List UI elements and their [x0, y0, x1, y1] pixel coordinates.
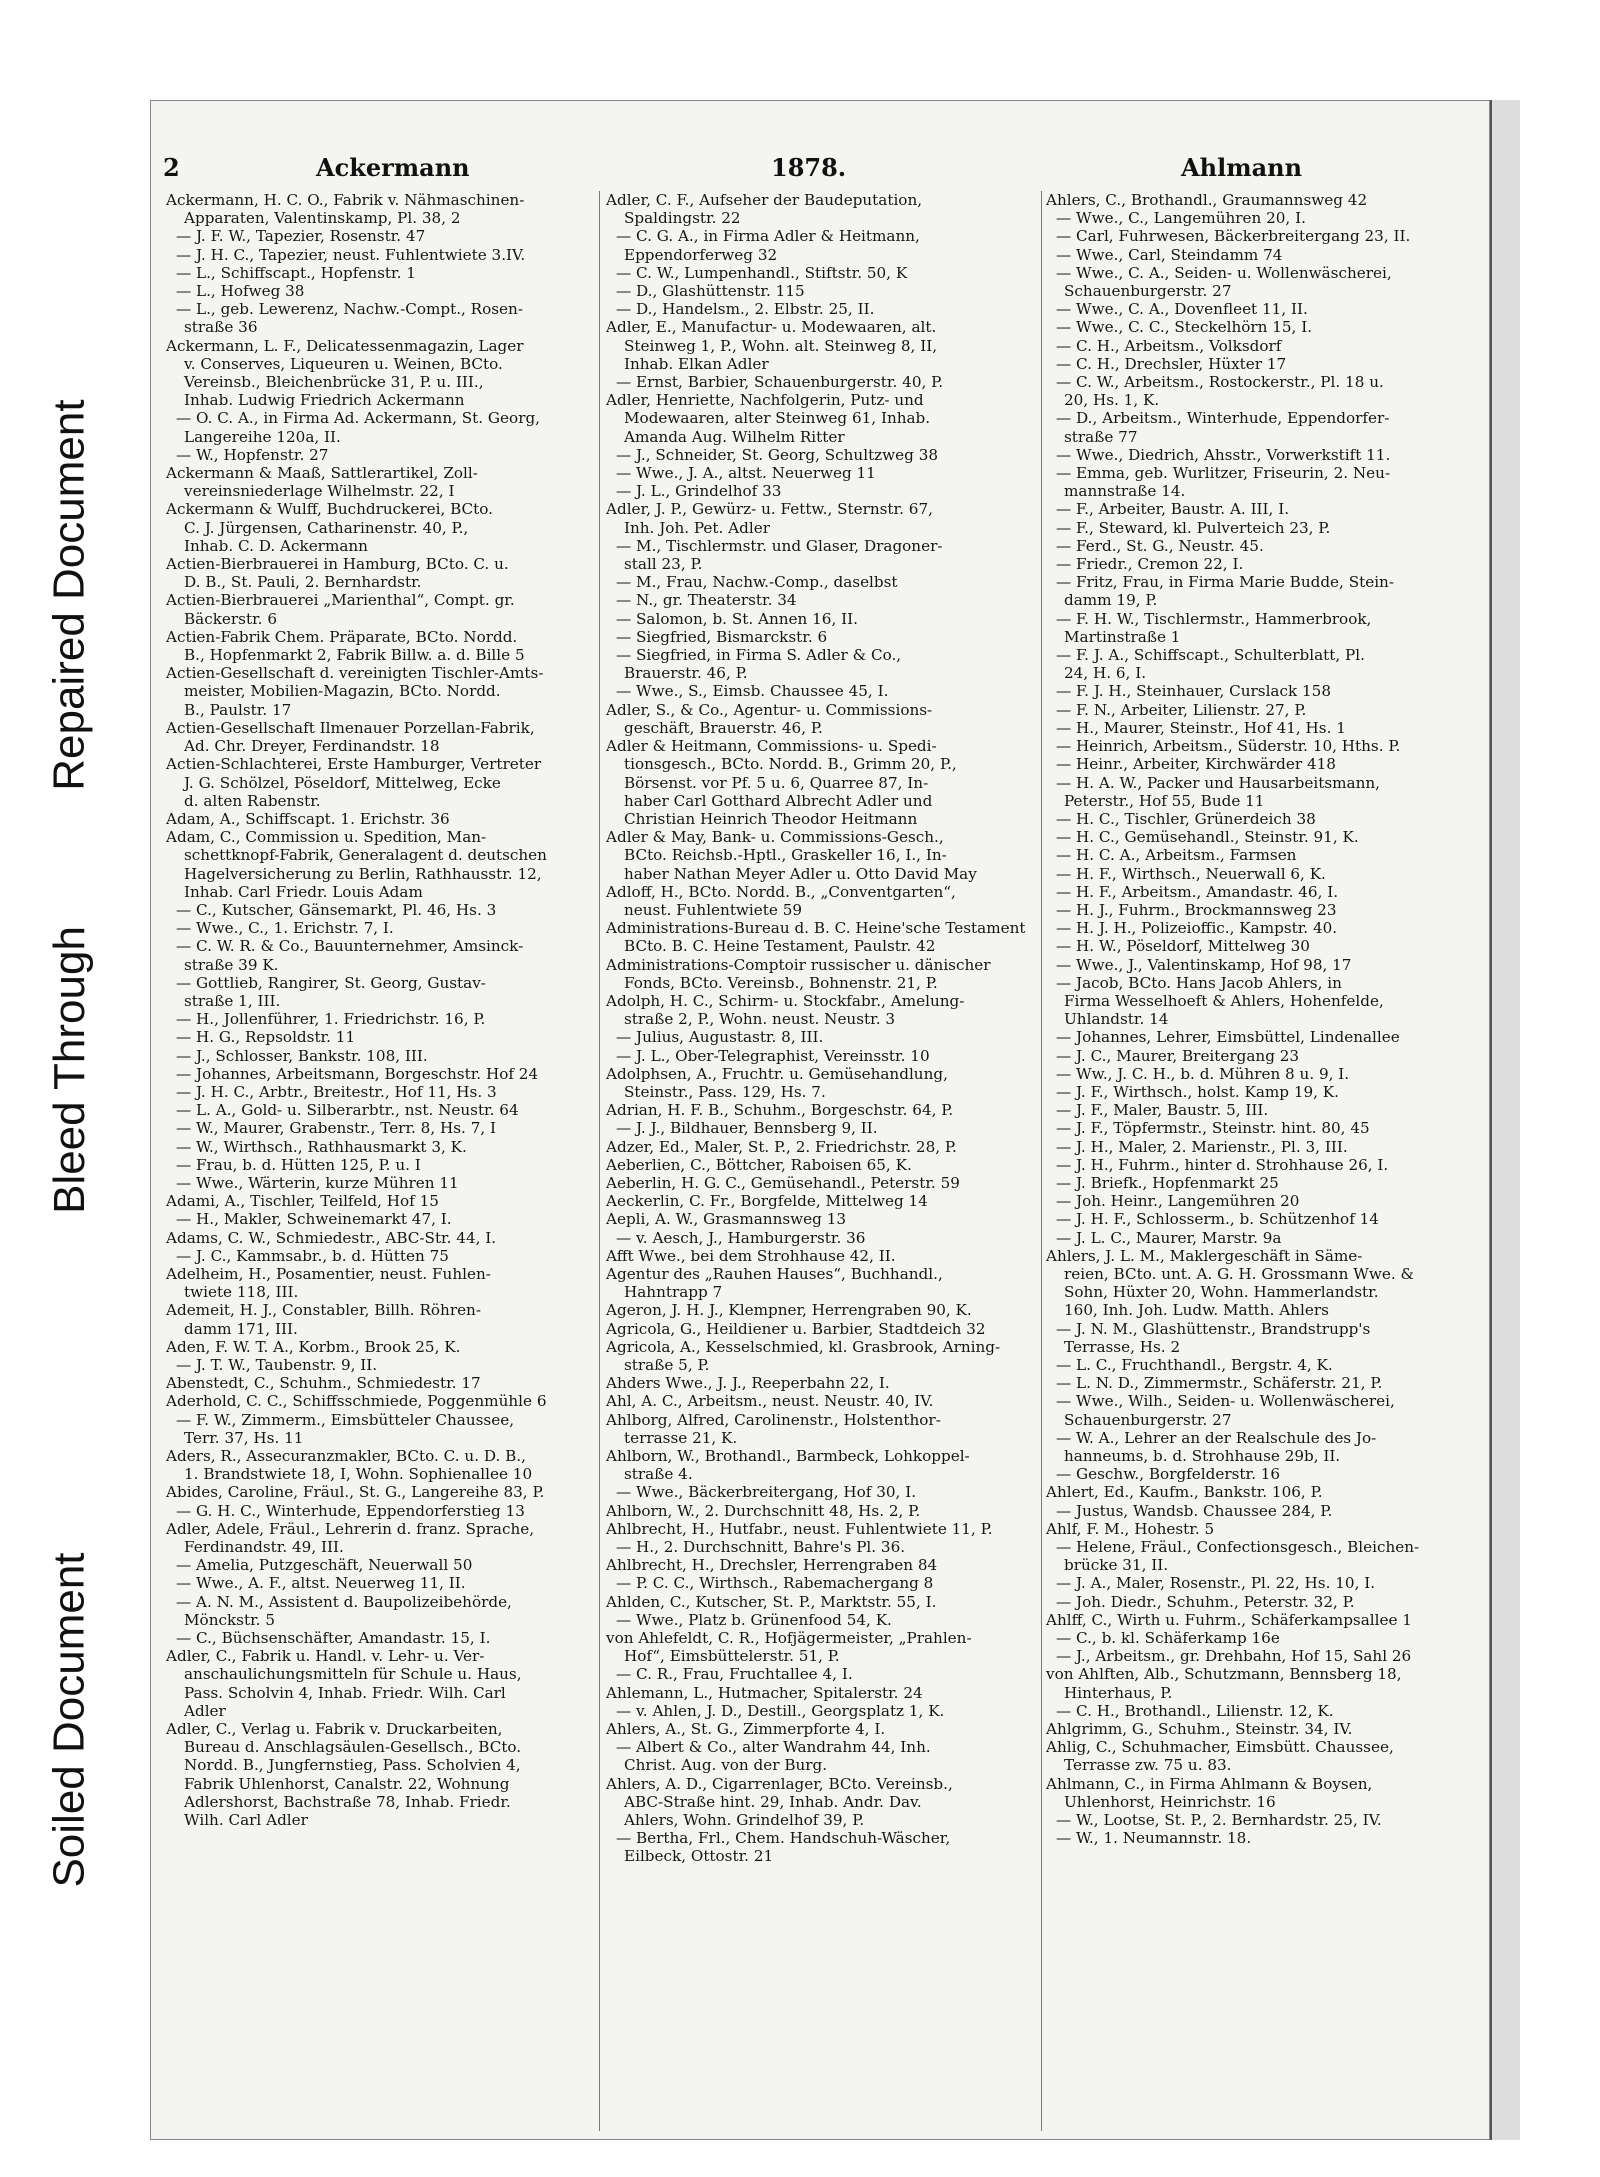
directory-entry-line: — P. C. C., Wirthsch., Rabemachergang 8 [616, 1574, 934, 1593]
directory-entry-line: Ahlff, C., Wirth u. Fuhrm., Schäferkampsallee 1 [1046, 1610, 1412, 1629]
directory-entry-line: haber Nathan Meyer Adler u. Otto David May [624, 864, 977, 883]
directory-entry-line: — Johannes, Arbeitsmann, Borgeschstr. Hof 24 [176, 1064, 539, 1083]
directory-entry-line: Mönckstr. 5 [184, 1610, 275, 1629]
directory-entry-line: damm 19, P. [1064, 591, 1158, 610]
directory-entry-line: — Frau, b. d. Hütten 125, P. u. I [176, 1155, 421, 1174]
directory-entry-line: Inhab. Elkan Adler [624, 354, 769, 373]
directory-entry-line: — J. F., Töpfermstr., Steinstr. hint. 80, 45 [1056, 1119, 1370, 1138]
directory-entry-line: vereinsniederlage Wilhelmstr. 22, I [184, 482, 455, 501]
directory-entry-line: — H. C., Gemüsehandl., Steinstr. 91, K. [1056, 828, 1359, 847]
directory-entry-line: Eppendorferweg 32 [624, 245, 778, 264]
directory-entry-line: — F. W., Zimmerm., Eimsbütteler Chaussee, [176, 1410, 515, 1429]
left-catchword: Ackermann [316, 153, 470, 182]
directory-entry-line: Adloff, H., BCto. Nordd. B., „Conventgarten“, [606, 882, 956, 901]
directory-entry-line: — v. Ahlen, J. D., Destill., Georgsplatz 1, K. [616, 1701, 945, 1720]
directory-entry-line: — C. W. R. & Co., Bauunternehmer, Amsinck- [176, 937, 524, 956]
directory-entry-line: Nordd. B., Jungfernstieg, Pass. Scholvien 4, [184, 1756, 521, 1775]
directory-entry-line: schettknopf-Fabrik, Generalagent d. deutschen [184, 846, 547, 865]
directory-entry-line: — C. W., Lumpenhandl., Stiftstr. 50, K [616, 263, 908, 282]
directory-entry-line: Fonds, BCto. Vereinsb., Bohnenstr. 21, P. [624, 973, 938, 992]
directory-entry-line: — W., Maurer, Grabenstr., Terr. 8, Hs. 7, I [176, 1119, 497, 1138]
directory-entry-line: Steinweg 1, P., Wohn. alt. Steinweg 8, II, [624, 336, 938, 355]
directory-page [150, 100, 1490, 2140]
directory-entry-line: — J., Arbeitsm., gr. Drehbahn, Hof 15, Sahl 26 [1056, 1647, 1412, 1666]
repaired-document-label [0, 380, 140, 810]
directory-entry-line: straße 36 [184, 318, 258, 337]
bleed-through-label [0, 800, 140, 1340]
directory-entry-line: straße 4. [624, 1465, 693, 1484]
directory-entry-line: — Siegfried, Bismarckstr. 6 [616, 627, 828, 646]
directory-entry-line: von Ahlefeldt, C. R., Hofjägermeister, „Prahlen- [606, 1629, 972, 1648]
directory-entry-line: — A. N. M., Assistent d. Baupolizeibehörde, [176, 1592, 512, 1611]
directory-entry-line: — H., Maurer, Steinstr., Hof 41, Hs. 1 [1056, 718, 1346, 737]
directory-entry-line: Adlershorst, Bachstraße 78, Inhab. Friedr. [184, 1792, 511, 1811]
directory-entry-line: — D., Handelsm., 2. Elbstr. 25, II. [616, 300, 875, 319]
directory-entry-line: — Wwe., J. A., altst. Neuerweg 11 [616, 464, 876, 483]
directory-entry-line: — H. C. A., Arbeitsm., Farmsen [1056, 846, 1297, 865]
directory-entry-line: — J. H. F., Schlosserm., b. Schützenhof 14 [1056, 1210, 1379, 1229]
directory-entry-line: Schauenburgerstr. 27 [1064, 1410, 1232, 1429]
directory-entry-line: Ahlborg, Alfred, Carolinenstr., Holstenthor- [606, 1410, 941, 1429]
directory-entry-line: Modewaaren, alter Steinweg 61, Inhab. [624, 409, 931, 428]
directory-entry-line: — C. R., Frau, Fruchtallee 4, I. [616, 1665, 853, 1684]
directory-entry-line: Agentur des „Rauhen Hauses“, Buchhandl., [606, 1264, 943, 1283]
directory-entry-line: geschäft, Brauerstr. 46, P. [624, 718, 823, 737]
directory-entry-line: Adler, J. P., Gewürz- u. Fettw., Sternstr. 67, [606, 500, 933, 519]
directory-entry-line: straße 2, P., Wohn. neust. Neustr. 3 [624, 1010, 896, 1029]
directory-entry-line: — O. C. A., in Firma Ad. Ackermann, St. Georg, [176, 409, 541, 428]
directory-entry-line: — C. H., Brothandl., Lilienstr. 12, K. [1056, 1701, 1334, 1720]
directory-entry-line: — J. H., Maler, 2. Marienstr., Pl. 3, III. [1056, 1137, 1348, 1156]
directory-entry-line: — F., Arbeiter, Baustr. A. III, I. [1056, 500, 1290, 519]
directory-entry-line: von Ahlften, Alb., Schutzmann, Bennsberg 18, [1046, 1665, 1402, 1684]
directory-entry-line: Terrasse, Hs. 2 [1064, 1337, 1181, 1356]
directory-entry-line: Christ. Aug. von der Burg. [624, 1756, 828, 1775]
directory-entry-line: — Fritz, Frau, in Firma Marie Budde, Stein- [1056, 573, 1394, 592]
directory-entry-line: — L., Schiffscapt., Hopfenstr. 1 [176, 263, 416, 282]
entries-column-3 [1046, 191, 1478, 2131]
directory-entry-line: — Salomon, b. St. Annen 16, II. [616, 609, 858, 628]
directory-entry-line: — H. C., Tischler, Grünerdeich 38 [1056, 809, 1316, 828]
directory-entry-line: — H. W., Pöseldorf, Mittelweg 30 [1056, 937, 1310, 956]
directory-entry-line: d. alten Rabenstr. [184, 791, 321, 810]
directory-entry-line: Ahlig, C., Schuhmacher, Eimsbütt. Chaussee, [1046, 1738, 1394, 1757]
directory-entry-line: Ahlborn, W., Brothandl., Barmbeck, Lohkoppel- [606, 1447, 970, 1466]
directory-entry-line: Administrations-Comptoir russischer u. dänischer [606, 955, 991, 974]
directory-entry-line: — W., Lootse, St. P., 2. Bernhardstr. 25, IV. [1056, 1811, 1382, 1830]
directory-entry-line: Adler, Henriette, Nachfolgerin, Putz- und [606, 391, 924, 410]
directory-entry-line: Adler, C., Fabrik u. Handl. v. Lehr- u. Ver- [166, 1647, 485, 1666]
directory-entry-line: Aeberlien, C., Böttcher, Raboisen 65, K. [606, 1155, 912, 1174]
directory-entry-line: — H., 2. Durchschnitt, Bahre's Pl. 36. [616, 1538, 906, 1557]
directory-entry-line: — G. H. C., Winterhude, Eppendorferstieg 13 [176, 1501, 525, 1520]
page-edge [1490, 100, 1520, 2140]
directory-entry-line: Spaldingstr. 22 [624, 209, 741, 228]
soiled-document-text: Soiled Document [45, 1552, 95, 1888]
directory-entry-line: Actien-Bierbrauerei in Hamburg, BCto. C. u. [166, 555, 509, 574]
directory-entry-line: damm 171, III. [184, 1319, 298, 1338]
directory-entry-line: Ahl, A. C., Arbeitsm., neust. Neustr. 40, IV. [606, 1392, 934, 1411]
directory-entry-line: Actien-Schlachterei, Erste Hamburger, Vertreter [166, 755, 542, 774]
directory-entry-line: — L., Hofweg 38 [176, 282, 305, 301]
directory-entry-line: — J., Schneider, St. Georg, Schultzweg 38 [616, 445, 939, 464]
directory-entry-line: — F. N., Arbeiter, Lilienstr. 27, P. [1056, 700, 1307, 719]
directory-entry-line: — Gottlieb, Rangirer, St. Georg, Gustav- [176, 973, 486, 992]
directory-entry-line: Ahlborn, W., 2. Durchschnitt 48, Hs. 2, P. [606, 1501, 921, 1520]
directory-entry-line: Adler, C. F., Aufseher der Baudeputation, [606, 191, 923, 209]
directory-entry-line: — J. F., Maler, Baustr. 5, III. [1056, 1101, 1269, 1120]
directory-entry-line: — J. L., Ober-Telegraphist, Vereinsstr. 10 [616, 1046, 930, 1065]
directory-entry-line: neust. Fuhlentwiete 59 [624, 900, 803, 919]
directory-entry-line: Inhab. C. D. Ackermann [184, 536, 368, 555]
directory-entry-line: — W., Wirthsch., Rathhausmarkt 3, K. [176, 1137, 467, 1156]
directory-entry-line: Adami, A., Tischler, Teilfeld, Hof 15 [166, 1192, 439, 1211]
directory-entry-line: Hinterhaus, P. [1064, 1683, 1173, 1702]
directory-entry-line: D. B., St. Pauli, 2. Bernhardstr. [184, 573, 422, 592]
repaired-document-text: Repaired Document [44, 399, 94, 791]
directory-entry-line: Pass. Scholvin 4, Inhab. Friedr. Wilh. Carl [184, 1683, 506, 1702]
directory-entry-line: — J. L., Grindelhof 33 [616, 482, 782, 501]
bleed-through-text: Bleed Through [45, 926, 95, 1214]
directory-entry-line: Amanda Aug. Wilhelm Ritter [624, 427, 845, 446]
directory-entry-line: — v. Aesch, J., Hamburgerstr. 36 [616, 1228, 866, 1247]
directory-entry-line: — Heinr., Arbeiter, Kirchwärder 418 [1056, 755, 1336, 774]
directory-entry-line: Actien-Gesellschaft d. vereinigten Tischler-Amts- [166, 664, 544, 683]
directory-entry-line: Ahlemann, L., Hutmacher, Spitalerstr. 24 [606, 1683, 923, 1702]
directory-entry-line: — Johannes, Lehrer, Eimsbüttel, Lindenallee [1056, 1028, 1400, 1047]
directory-entry-line: — D., Glashüttenstr. 115 [616, 282, 805, 301]
directory-entry-line: Adler, C., Verlag u. Fabrik v. Druckarbeiten, [166, 1720, 503, 1739]
entries-columns [166, 191, 1481, 2131]
directory-entry-line: terrasse 21, K. [624, 1428, 738, 1447]
directory-entry-line: Langereihe 120a, II. [184, 427, 341, 446]
directory-entry-line: — W., Hopfenstr. 27 [176, 445, 329, 464]
directory-entry-line: — L. A., Gold- u. Silberarbtr., nst. Neustr. 64 [176, 1101, 519, 1120]
directory-entry-line: — Wwe., Platz b. Grünenfood 54, K. [616, 1610, 892, 1629]
directory-entry-line: — Wwe., Wärterin, kurze Mühren 11 [176, 1173, 459, 1192]
directory-entry-line: Agricola, G., Heildiener u. Barbier, Stadtdeich 32 [606, 1319, 986, 1338]
directory-entry-line: straße 39 K. [184, 955, 279, 974]
directory-entry-line: Sohn, Hüxter 20, Wohn. Hammerlandstr. [1064, 1283, 1379, 1302]
directory-entry-line: Actien-Fabrik Chem. Präparate, BCto. Nordd. [166, 627, 518, 646]
directory-entry-line: — J. T. W., Taubenstr. 9, II. [176, 1356, 378, 1374]
directory-entry-line: — Justus, Wandsb. Chaussee 284, P. [1056, 1501, 1333, 1520]
directory-entry-line: Ahlbrecht, H., Hutfabr., neust. Fuhlentwiete 11, P. [606, 1519, 993, 1538]
directory-entry-line: — W. A., Lehrer an der Realschule des Jo- [1056, 1428, 1377, 1447]
right-catchword: Ahlmann [1181, 153, 1303, 182]
directory-entry-line: Vereinsb., Bleichenbrücke 31, P. u. III., [184, 373, 484, 392]
directory-entry-line: — C. G. A., in Firma Adler & Heitmann, [616, 227, 920, 246]
directory-entry-line: Adler [184, 1701, 226, 1720]
directory-entry-line: — J. H., Fuhrm., hinter d. Strohhause 26, I. [1056, 1155, 1389, 1174]
directory-entry-line: — J. H. C., Arbtr., Breitestr., Hof 11, Hs. 3 [176, 1082, 497, 1101]
directory-entry-line: — L., geb. Lewerenz, Nachw.-Compt., Rosen- [176, 300, 523, 319]
entries-column-2 [606, 191, 1041, 2131]
directory-entry-line: — Ernst, Barbier, Schauenburgerstr. 40, P. [616, 373, 944, 392]
directory-entry-line: straße 1, III. [184, 991, 281, 1010]
directory-entry-line: — Wwe., S., Eimsb. Chaussee 45, I. [616, 682, 889, 701]
directory-entry-line: hanneums, b. d. Strohhause 29b, II. [1064, 1447, 1341, 1466]
directory-entry-line: Apparaten, Valentinskamp, Pl. 38, 2 [184, 209, 461, 228]
directory-entry-line: Ageron, J. H. J., Klempner, Herrengraben 90, K. [606, 1301, 972, 1320]
directory-entry-line: Schauenburgerstr. 27 [1064, 282, 1232, 301]
directory-entry-line: — C. W., Arbeitsm., Rostockerstr., Pl. 18 u. [1056, 373, 1384, 392]
directory-entry-line: — N., gr. Theaterstr. 34 [616, 591, 797, 610]
directory-entry-line: Adler, E., Manufactur- u. Modewaaren, alt. [606, 318, 937, 337]
directory-entry-line: Aeberlin, H. G. C., Gemüsehandl., Peterstr. 59 [606, 1173, 960, 1192]
directory-entry-line: — C. H., Drechsler, Hüxter 17 [1056, 354, 1287, 373]
directory-entry-line: — H. G., Repsoldstr. 11 [176, 1028, 356, 1047]
directory-entry-line: Inh. Joh. Pet. Adler [624, 518, 770, 537]
directory-entry-line: Ahlert, Ed., Kaufm., Bankstr. 106, P. [1046, 1483, 1323, 1502]
directory-entry-line: Martinstraße 1 [1064, 627, 1181, 646]
directory-entry-line: Afft Wwe., bei dem Strohhause 42, II. [606, 1246, 896, 1265]
directory-entry-line: — Helene, Fräul., Confectionsgesch., Bleichen- [1056, 1538, 1420, 1557]
directory-entry-line: Ahlers, Wohn. Grindelhof 39, P. [624, 1811, 865, 1830]
directory-entry-line: B., Paulstr. 17 [184, 700, 292, 719]
directory-entry-line: — Wwe., C., 1. Erichstr. 7, I. [176, 919, 394, 938]
directory-entry-line: mannstraße 14. [1064, 482, 1186, 501]
directory-entry-line: Adler & Heitmann, Commissions- u. Spedi- [606, 737, 937, 756]
directory-entry-line: Adrian, H. F. B., Schuhm., Borgeschstr. 64, P. [606, 1101, 954, 1120]
directory-entry-line: Actien-Gesellschaft Ilmenauer Porzellan-Fabrik, [166, 718, 535, 737]
soiled-document-label [0, 1440, 140, 2000]
directory-entry-line: — Friedr., Cremon 22, I. [1056, 555, 1244, 574]
directory-entry-line: Aders, R., Assecuranzmakler, BCto. C. u. D. B., [166, 1447, 526, 1466]
directory-entry-line: — J. J., Bildhauer, Bennsberg 9, II. [616, 1119, 878, 1138]
directory-entry-line: Adams, C. W., Schmiedestr., ABC-Str. 44, I. [166, 1228, 497, 1247]
directory-entry-line: — Wwe., C. A., Seiden- u. Wollenwäscherei, [1056, 263, 1392, 282]
directory-entry-line: Ahlers, A. D., Cigarrenlager, BCto. Vereinsb., [606, 1774, 953, 1793]
directory-entry-line: — J. Briefk., Hopfenmarkt 25 [1056, 1173, 1279, 1192]
directory-entry-line: Christian Heinrich Theodor Heitmann [624, 809, 918, 828]
directory-entry-line: Abenstedt, C., Schuhm., Schmiedestr. 17 [166, 1374, 481, 1393]
directory-entry-line: Terrasse zw. 75 u. 83. [1064, 1756, 1232, 1775]
directory-entry-line: Agricola, A., Kesselschmied, kl. Grasbrook, Arning- [606, 1337, 1001, 1356]
directory-entry-line: Ahlers, A., St. G., Zimmerpforte 4, I. [606, 1720, 886, 1739]
page-number: 2 [163, 153, 180, 182]
directory-entry-line: — J. C., Maurer, Breitergang 23 [1056, 1046, 1300, 1065]
directory-entry-line: — H. F., Arbeitsm., Amandastr. 46, I. [1056, 882, 1339, 901]
directory-entry-line: — Wwe., C. C., Steckelhörn 15, I. [1056, 318, 1313, 337]
directory-entry-line: — H., Makler, Schweinemarkt 47, I. [176, 1210, 452, 1229]
directory-entry-line: — Wwe., Bäckerbreitergang, Hof 30, I. [616, 1483, 917, 1502]
page-year: 1878. [771, 153, 847, 182]
directory-entry-line: — Wwe., Wilh., Seiden- u. Wollenwäscherei, [1056, 1392, 1395, 1411]
directory-entry-line: Eilbeck, Ottostr. 21 [624, 1847, 774, 1866]
directory-entry-line: — Jacob, BCto. Hans Jacob Ahlers, in [1056, 973, 1342, 992]
directory-entry-line: Uhlandstr. 14 [1064, 1010, 1169, 1029]
directory-entry-line: Terr. 37, Hs. 11 [184, 1428, 304, 1447]
directory-entry-line: stall 23, P. [624, 555, 703, 574]
directory-entry-line: — Ferd., St. G., Neustr. 45. [1056, 536, 1264, 555]
directory-entry-line: — J. C., Kammsabr., b. d. Hütten 75 [176, 1246, 449, 1265]
directory-entry-line: Firma Wesselhoeft & Ahlers, Hohenfelde, [1064, 991, 1384, 1010]
directory-entry-line: — F., Steward, kl. Pulverteich 23, P. [1056, 518, 1331, 537]
directory-entry-line: Brauerstr. 46, P. [624, 664, 748, 683]
directory-entry-line: Ferdinandstr. 49, III. [184, 1538, 344, 1557]
directory-entry-line: — Heinrich, Arbeitsm., Süderstr. 10, Hths. P. [1056, 737, 1401, 756]
directory-entry-line: Ahlers, C., Brothandl., Graumannsweg 42 [1046, 191, 1368, 209]
directory-entry-line: meister, Mobilien-Magazin, BCto. Nordd. [184, 682, 501, 701]
directory-entry-line: — F. H. W., Tischlermstr., Hammerbrook, [1056, 609, 1372, 628]
directory-entry-line: Adam, C., Commission u. Spedition, Man- [166, 828, 487, 847]
directory-entry-line: — H. J. H., Polizeioffic., Kampstr. 40. [1056, 919, 1338, 938]
directory-entry-line: Adzer, Ed., Maler, St. P., 2. Friedrichstr. 28, P. [606, 1137, 957, 1156]
directory-entry-line: Uhlenhorst, Heinrichstr. 16 [1064, 1792, 1276, 1811]
directory-entry-line: — C., Kutscher, Gänsemarkt, Pl. 46, Hs. 3 [176, 900, 497, 919]
directory-entry-line: — J. N. M., Glashüttenstr., Brandstrupp's [1056, 1319, 1371, 1338]
directory-entry-line: — Geschw., Borgfelderstr. 16 [1056, 1465, 1281, 1484]
directory-entry-line: — J. H. C., Tapezier, neust. Fuhlentwiete 3.IV. [176, 245, 526, 264]
directory-entry-line: — D., Arbeitsm., Winterhude, Eppendorfer- [1056, 409, 1390, 428]
directory-entry-line: ABC-Straße hint. 29, Inhab. Andr. Dav. [624, 1792, 922, 1811]
directory-entry-line: 20, Hs. 1, K. [1064, 391, 1160, 410]
directory-entry-line: Adolphsen, A., Fruchtr. u. Gemüsehandlung, [606, 1064, 948, 1083]
directory-entry-line: — Siegfried, in Firma S. Adler & Co., [616, 646, 902, 665]
directory-entry-line: v. Conserves, Liqueuren u. Weinen, BCto. [184, 354, 503, 373]
directory-entry-line: — Amelia, Putzgeschäft, Neuerwall 50 [176, 1556, 473, 1575]
directory-entry-line: B., Hopfenmarkt 2, Fabrik Billw. a. d. Bille 5 [184, 646, 525, 665]
directory-entry-line: — H., Jollenführer, 1. Friedrichstr. 16, P. [176, 1010, 486, 1029]
directory-entry-line: Steinstr., Pass. 129, Hs. 7. [624, 1082, 826, 1101]
sidebar-labels [0, 0, 140, 2177]
directory-entry-line: — J. A., Maler, Rosenstr., Pl. 22, Hs. 10, I. [1056, 1574, 1376, 1593]
directory-entry-line: Ahlden, C., Kutscher, St. P., Marktstr. 55, I. [606, 1592, 937, 1611]
directory-entry-line: Inhab. Carl Friedr. Louis Adam [184, 882, 423, 901]
directory-entry-line: — Julius, Augustastr. 8, III. [616, 1028, 824, 1047]
directory-entry-line: tionsgesch., BCto. Nordd. B., Grimm 20, P., [624, 755, 957, 774]
directory-entry-line: Adler & May, Bank- u. Commissions-Gesch., [606, 828, 944, 847]
directory-entry-line: Ackermann & Maaß, Sattlerartikel, Zoll- [166, 464, 478, 483]
directory-entry-line: — M., Frau, Nachw.-Comp., daselbst [616, 573, 898, 592]
directory-entry-line: Ahlgrimm, G., Schuhm., Steinstr. 34, IV. [1046, 1720, 1353, 1739]
directory-entry-line: — J. F., Wirthsch., holst. Kamp 19, K. [1056, 1082, 1339, 1101]
directory-entry-line: — Bertha, Frl., Chem. Handschuh-Wäscher, [616, 1829, 951, 1848]
directory-entry-line: Ackermann, H. C. O., Fabrik v. Nähmaschinen- [166, 191, 525, 209]
directory-entry-line: Inhab. Ludwig Friedrich Ackermann [184, 391, 465, 410]
directory-entry-line: — L. N. D., Zimmermstr., Schäferstr. 21, P. [1056, 1374, 1383, 1393]
entries-column-1 [166, 191, 598, 2131]
directory-entry-line: — Albert & Co., alter Wandrahm 44, Inh. [616, 1738, 931, 1757]
directory-entry-line: brücke 31, II. [1064, 1556, 1169, 1575]
directory-entry-line: Peterstr., Hof 55, Bude 11 [1064, 791, 1265, 810]
directory-entry-line: — Wwe., A. F., altst. Neuerweg 11, II. [176, 1574, 466, 1593]
directory-entry-line: Ahlbrecht, H., Drechsler, Herrengraben 84 [606, 1556, 938, 1575]
page-header [161, 149, 1471, 189]
directory-entry-line: J. G. Schölzel, Pöseldorf, Mittelweg, Ecke [184, 773, 501, 792]
directory-entry-line: Bäckerstr. 6 [184, 609, 277, 628]
directory-entry-line: Wilh. Carl Adler [184, 1811, 308, 1830]
directory-entry-line: — H. F., Wirthsch., Neuerwall 6, K. [1056, 864, 1326, 883]
directory-entry-line: reien, BCto. unt. A. G. H. Grossmann Wwe. & [1064, 1264, 1415, 1283]
directory-entry-line: — J., Schlosser, Bankstr. 108, III. [176, 1046, 428, 1065]
directory-entry-line: Ahders Wwe., J. J., Reeperbahn 22, I. [606, 1374, 890, 1393]
directory-entry-line: BCto. B. C. Heine Testament, Paulstr. 42 [624, 937, 936, 956]
directory-entry-line: Aepli, A. W., Grasmannsweg 13 [606, 1210, 847, 1229]
directory-entry-line: Adolph, H. C., Schirm- u. Stockfabr., Amelung- [606, 991, 965, 1010]
directory-entry-line: — Ww., J. C. H., b. d. Mühren 8 u. 9, I. [1056, 1064, 1350, 1083]
directory-entry-line: Aeckerlin, C. Fr., Borgfelde, Mittelweg 14 [606, 1192, 928, 1211]
directory-entry-line: Actien-Bierbrauerei „Marienthal“, Compt. gr. [166, 591, 515, 610]
directory-entry-line: Ahlmann, C., in Firma Ahlmann & Boysen, [1046, 1774, 1373, 1793]
directory-entry-line: — L. C., Fruchthandl., Bergstr. 4, K. [1056, 1356, 1333, 1374]
directory-entry-line: straße 5, P. [624, 1356, 710, 1374]
directory-entry-line: Ackermann, L. F., Delicatessenmagazin, Lager [166, 336, 524, 355]
directory-entry-line: Ackermann & Wulff, Buchdruckerei, BCto. [166, 500, 493, 519]
directory-entry-line: — M., Tischlermstr. und Glaser, Dragoner- [616, 536, 943, 555]
directory-entry-line: — W., 1. Neumannstr. 18. [1056, 1829, 1252, 1848]
directory-entry-line: Abides, Caroline, Fräul., St. G., Langereihe 83, P. [166, 1483, 545, 1502]
directory-entry-line: Ahlf, F. M., Hohestr. 5 [1046, 1519, 1215, 1538]
directory-entry-line: — Carl, Fuhrwesen, Bäckerbreitergang 23, II. [1056, 227, 1411, 246]
directory-entry-line: — J. L. C., Maurer, Marstr. 9a [1056, 1228, 1282, 1247]
directory-entry-line: 160, Inh. Joh. Ludw. Matth. Ahlers [1064, 1301, 1329, 1320]
directory-entry-line: 24, H. 6, I. [1064, 664, 1147, 683]
directory-entry-line: — Emma, geb. Wurlitzer, Friseurin, 2. Neu- [1056, 464, 1391, 483]
directory-entry-line: — F. J. A., Schiffscapt., Schulterblatt, Pl. [1056, 646, 1365, 665]
directory-entry-line: — J. F. W., Tapezier, Rosenstr. 47 [176, 227, 426, 246]
directory-entry-line: — Wwe., Carl, Steindamm 74 [1056, 245, 1283, 264]
directory-entry-line: Administrations-Bureau d. B. C. Heine'sche Testament [606, 919, 1026, 938]
directory-entry-line: — H. A. W., Packer und Hausarbeitsmann, [1056, 773, 1380, 792]
directory-entry-line: Hagelversicherung zu Berlin, Rathhausstr. 12, [184, 864, 542, 883]
directory-entry-line: haber Carl Gotthard Albrecht Adler und [624, 791, 933, 810]
directory-entry-line: — C. H., Arbeitsm., Volksdorf [1056, 336, 1282, 355]
directory-entry-line: Bureau d. Anschlagsäulen-Gesellsch., BCto. [184, 1738, 522, 1757]
directory-entry-line: — Wwe., Diedrich, Ahsstr., Vorwerkstift 11. [1056, 445, 1391, 464]
directory-entry-line: — Wwe., J., Valentinskamp, Hof 98, 17 [1056, 955, 1352, 974]
directory-entry-line: Ademeit, H. J., Constabler, Billh. Röhren- [166, 1301, 481, 1320]
directory-entry-line: Adler, Adele, Fräul., Lehrerin d. franz. Sprache, [166, 1519, 535, 1538]
directory-entry-line: — F. J. H., Steinhauer, Curslack 158 [1056, 682, 1332, 701]
directory-entry-line: 1. Brandstwiete 18, I, Wohn. Sophienallee 10 [184, 1465, 533, 1484]
directory-entry-line: Aden, F. W. T. A., Korbm., Brook 25, K. [166, 1337, 461, 1356]
directory-entry-line: Hahntrapp 7 [624, 1283, 723, 1302]
directory-entry-line: twiete 118, III. [184, 1283, 299, 1302]
directory-entry-line: — C., Büchsenschäfter, Amandastr. 15, I. [176, 1629, 491, 1648]
directory-entry-line: — Joh. Heinr., Langemühren 20 [1056, 1192, 1300, 1211]
directory-entry-line: Adelheim, H., Posamentier, neust. Fuhlen- [166, 1264, 491, 1283]
directory-entry-line: Ahlers, J. L. M., Maklergeschäft in Säme- [1046, 1246, 1363, 1265]
directory-entry-line: Aderhold, C. C., Schiffsschmiede, Poggenmühle 6 [166, 1392, 547, 1411]
directory-entry-line: Ad. Chr. Dreyer, Ferdinandstr. 18 [184, 737, 440, 756]
directory-entry-line: — Wwe., C., Langemühren 20, I. [1056, 209, 1306, 228]
directory-entry-line: Hof“, Eimsbüttelerstr. 51, P. [624, 1647, 840, 1666]
directory-entry-line: anschaulichungsmitteln für Schule u. Haus, [184, 1665, 522, 1684]
directory-entry-line: straße 77 [1064, 427, 1138, 446]
directory-entry-line: — C., b. kl. Schäferkamp 16e [1056, 1629, 1280, 1648]
directory-entry-line: C. J. Jürgensen, Catharinenstr. 40, P., [184, 518, 469, 537]
directory-entry-line: Adler, S., & Co., Agentur- u. Commissions- [606, 700, 933, 719]
directory-entry-line: Fabrik Uhlenhorst, Canalstr. 22, Wohnung [184, 1774, 510, 1793]
directory-entry-line: — Wwe., C. A., Dovenfleet 11, II. [1056, 300, 1308, 319]
directory-entry-line: — Joh. Diedr., Schuhm., Peterstr. 32, P. [1056, 1592, 1355, 1611]
directory-entry-line: Adam, A., Schiffscapt. 1. Erichstr. 36 [166, 809, 450, 828]
directory-entry-line: BCto. Reichsb.-Hptl., Graskeller 16, I., In- [624, 846, 947, 865]
directory-entry-line: — H. J., Fuhrm., Brockmannsweg 23 [1056, 900, 1337, 919]
directory-entry-line: Börsenst. vor Pf. 5 u. 6, Quarree 87, In- [624, 773, 929, 792]
